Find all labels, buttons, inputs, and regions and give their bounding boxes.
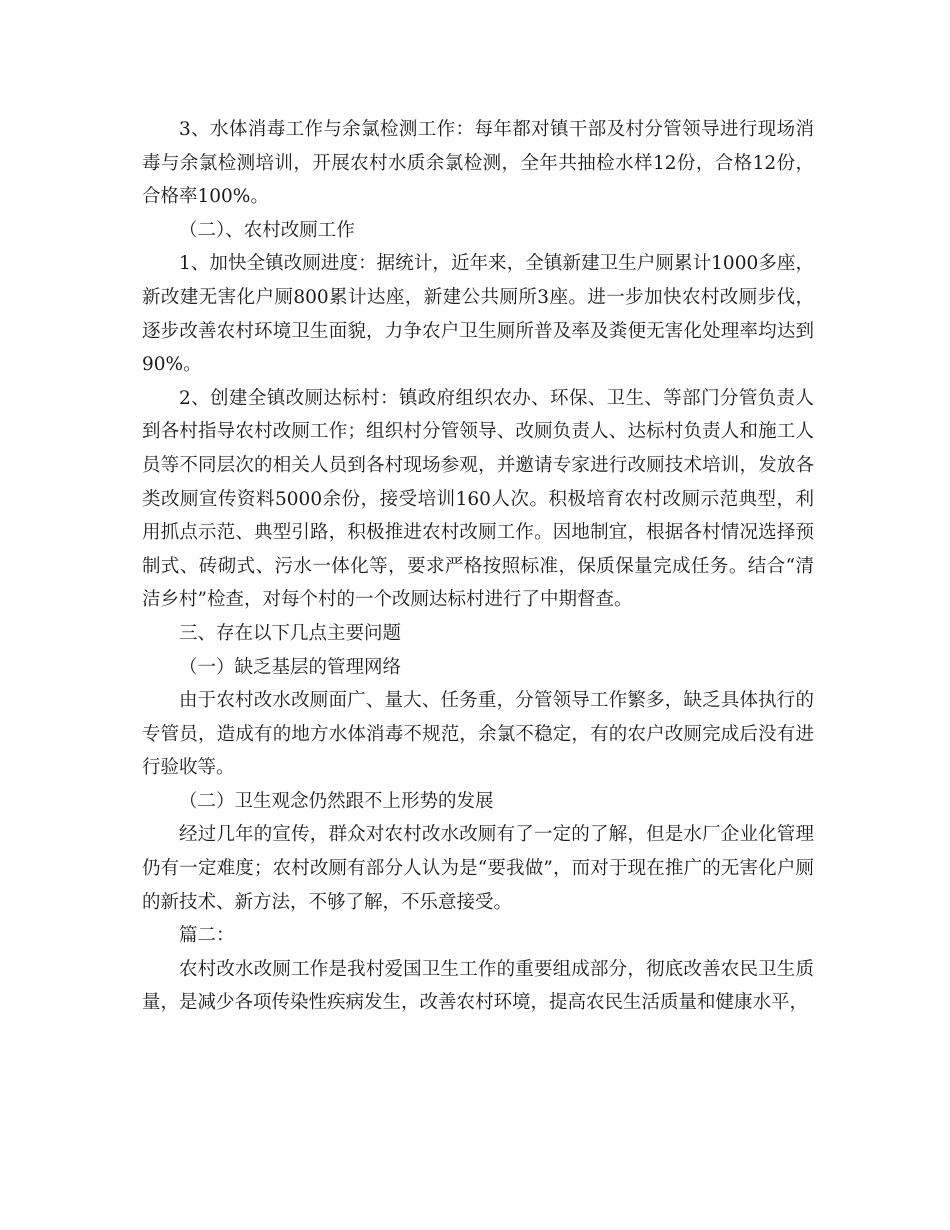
paragraph-water-disinfection: 3、水体消毒工作与余氯检测工作：每年都对镇干部及村分管领导进行现场消毒与余氯检测培训，开展农村水质余氯检测，全年共抽检水样12份，合格12份，合格率100%。	[142, 119, 814, 208]
document-body	[142, 113, 814, 1020]
paragraph-hygiene-awareness: 经过几年的宣传，群众对农村改水改厕有了一定的了解，但是水厂企业化管理仍有一定难度；农村改厕有部分人认为是“要我做”，而对于现在推广的无害化户厕的新技术、新方法，不够了解，不乐意接受。	[142, 824, 814, 913]
paragraph-management-network: 由于农村改水改厕面广、量大、任务重，分管领导工作繁多，缺乏具体执行的专管员，造成有的地方水体消毒不规范，余氯不稳定，有的农户改厕完成后没有进行验收等。	[142, 690, 814, 779]
heading-hygiene-awareness: （二）卫生观念仍然跟不上形势的发展	[179, 790, 494, 812]
heading-main-problems: 三、存在以下几点主要问题	[179, 622, 402, 644]
paragraph-part-two-intro: 农村改水改厕工作是我村爱国卫生工作的重要组成部分，彻底改善农民卫生质量，是减少各项传染性疾病发生，改善农村环境，提高农民生活质量和健康水平，	[142, 958, 814, 1014]
heading-part-two: 篇二：	[179, 925, 235, 947]
heading-management-network: （一）缺乏基层的管理网络	[179, 656, 402, 678]
heading-toilet-renovation: （二）、农村改厕工作	[179, 219, 355, 241]
paragraph-standard-village: 2、创建全镇改厕达标村：镇政府组织农办、环保、卫生、等部门分管负责人到各村指导农村改厕工作；组织村分管领导、改厕负责人、达标村负责人和施工人员等不同层次的相关人员到各村现场参观，并邀请专家进行改厕技术培训，发放各类改厕宣传资料5000余份，接受培训160人次。积极培育农村改厕示范典型，利用抓点示范、典型引路，积极推进农村改厕工作。因地制宜，根据各村情况选择预制式、砖砌式、污水一体化等，要求严格按照标准，保质保量完成任务。结合“清洁乡村”检查，对每个村的一个改厕达标村进行了中期督查。	[142, 387, 814, 611]
paragraph-toilet-progress: 1、加快全镇改厕进度：据统计，近年来，全镇新建卫生户厕累计1000多座，新改建无害化户厕800累计达座，新建公共厕所3座。进一步加快农村改厕步伐，逐步改善农村环境卫生面貌，力争农户卫生厕所普及率及粪便无害化处理率均达到90%。	[142, 253, 814, 376]
